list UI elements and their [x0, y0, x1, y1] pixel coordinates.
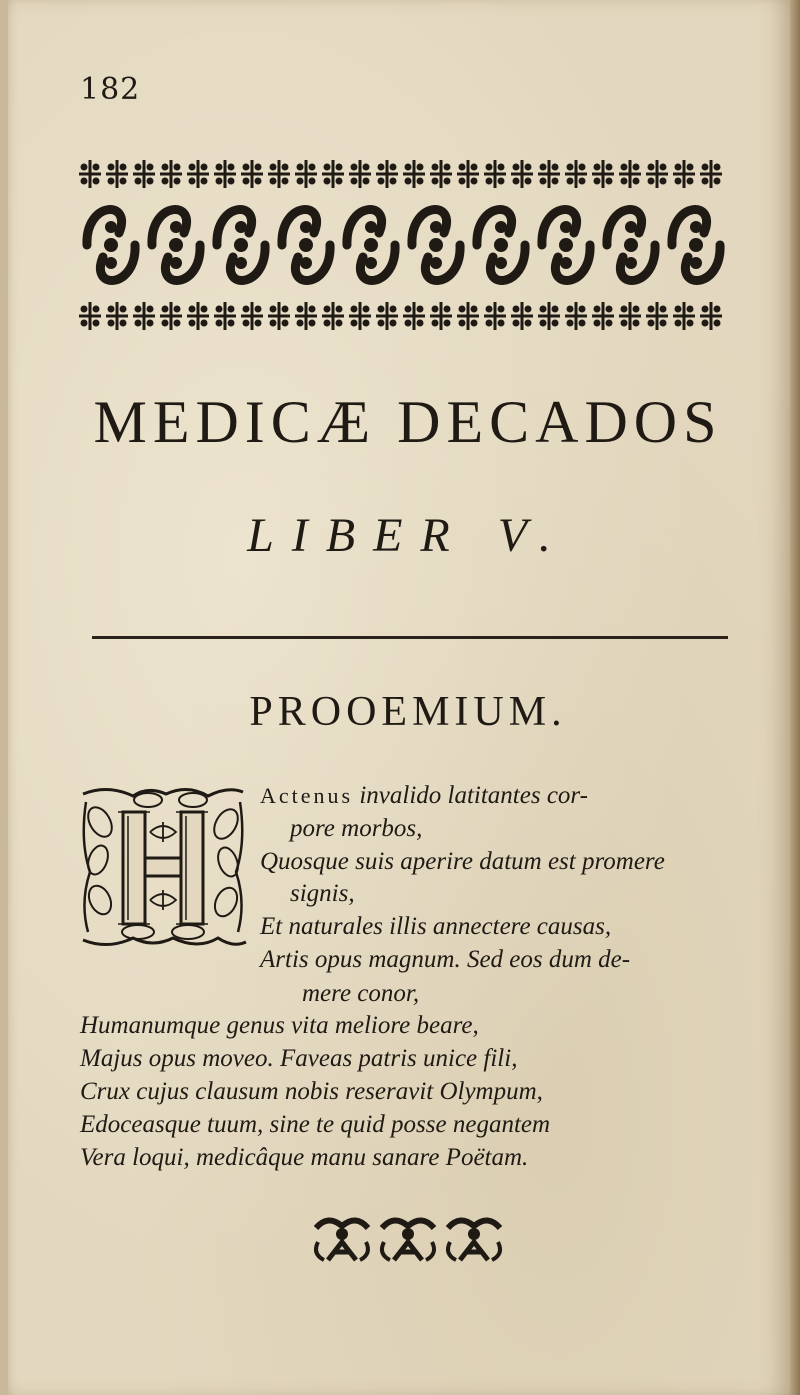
ornament-mark	[135, 320, 142, 327]
ornament-mark	[135, 306, 142, 313]
ornament-mark	[228, 306, 235, 313]
ornament-mark	[625, 257, 637, 269]
ornament-mark	[513, 178, 520, 185]
verse-line-8: Humanumque genus vita meliore beare,	[80, 1012, 479, 1039]
ornament-mark	[444, 320, 451, 327]
ornament-mark	[525, 306, 532, 313]
ornament-mark	[270, 320, 277, 327]
ornament-mark	[108, 164, 115, 171]
ornament-mark	[430, 221, 442, 233]
ornament-mark	[170, 257, 182, 269]
ornament-mark	[201, 306, 208, 313]
verse-line-2: pore morbos,	[290, 815, 423, 842]
ornament-mark	[648, 320, 655, 327]
ornament-mark	[702, 164, 709, 171]
ornament-mark	[430, 257, 442, 269]
ornament-mark	[606, 178, 613, 185]
ornament-mark	[714, 320, 721, 327]
verse-line-10: Crux cujus clausum nobis reseravit Olympum,	[80, 1078, 543, 1105]
ornament-mark	[540, 164, 547, 171]
ornament-mark	[93, 320, 100, 327]
ornament-mark	[567, 164, 574, 171]
ornament-mark	[552, 178, 559, 185]
ornament-mark	[567, 178, 574, 185]
verse-line-11: Edoceasque tuum, sine te quid posse negantem	[80, 1111, 551, 1138]
ornament-mark	[270, 164, 277, 171]
ornament-mark	[216, 178, 223, 185]
ornament-mark	[81, 164, 88, 171]
ornament-mark	[486, 306, 493, 313]
ornament-mark	[282, 178, 289, 185]
ornament-mark	[594, 178, 601, 185]
ornament-mark	[93, 164, 100, 171]
ornament-mark	[324, 320, 331, 327]
page-title: MEDICÆ DECADOS	[93, 389, 723, 455]
ornament-mark	[120, 320, 127, 327]
ornament-mark	[495, 221, 507, 233]
ornament-mark	[324, 164, 331, 171]
ornament-mark	[714, 164, 721, 171]
ornament-mark	[714, 306, 721, 313]
ornament-mark	[297, 178, 304, 185]
ornament-mark	[525, 164, 532, 171]
ornament-mark	[606, 306, 613, 313]
ornament-mark	[309, 164, 316, 171]
ornament-mark	[108, 306, 115, 313]
ornament-mark	[235, 257, 247, 269]
ornament-mark	[201, 320, 208, 327]
ornament-mark	[309, 320, 316, 327]
ornament-mark	[351, 164, 358, 171]
ornament-mark	[300, 221, 312, 233]
ornament-mark	[559, 238, 573, 252]
ornament-mark	[459, 320, 466, 327]
tailpiece-mark	[316, 1220, 368, 1228]
ornament-mark	[486, 178, 493, 185]
ornament-mark	[174, 178, 181, 185]
ornament-mark	[105, 221, 117, 233]
ornament-mark	[687, 164, 694, 171]
ornament-mark	[363, 164, 370, 171]
ornament-mark	[228, 164, 235, 171]
ornament-mark	[579, 164, 586, 171]
ornament-mark	[170, 221, 182, 233]
verse-line-4: signis,	[290, 880, 355, 907]
ornament-mark	[189, 164, 196, 171]
ornament-mark	[405, 178, 412, 185]
page-number: 182	[80, 72, 141, 107]
ornament-mark	[621, 306, 628, 313]
ornament-mark	[432, 178, 439, 185]
ornament-mark	[432, 320, 439, 327]
ornament-mark	[228, 320, 235, 327]
ornament-mark	[624, 238, 638, 252]
ornament-mark	[648, 164, 655, 171]
ornament-mark	[540, 306, 547, 313]
ornament-mark	[390, 306, 397, 313]
verse-line-6: Artis opus magnum. Sed eos dum de-	[260, 946, 631, 973]
ornament-mark	[378, 164, 385, 171]
tailpiece-mark	[460, 1242, 488, 1260]
ornament-mark	[498, 320, 505, 327]
ornament-mark	[567, 320, 574, 327]
book-subtitle: LIBER V.	[247, 509, 569, 562]
ornament-mark	[459, 178, 466, 185]
ornament-mark	[282, 306, 289, 313]
ornament-mark	[494, 238, 508, 252]
ornament-mark	[633, 164, 640, 171]
ornament-mark	[162, 306, 169, 313]
ornament-mark	[687, 320, 694, 327]
ornament-mark	[147, 178, 154, 185]
ornament-mark	[309, 178, 316, 185]
ornament-mark	[513, 320, 520, 327]
ornament-mark	[579, 178, 586, 185]
ornament-mark	[216, 320, 223, 327]
tailpiece-mark	[328, 1242, 356, 1260]
ornament-mark	[648, 178, 655, 185]
ornament-mark	[702, 178, 709, 185]
divider-rule	[92, 636, 728, 639]
ornament-mark	[552, 320, 559, 327]
ornament-mark	[471, 320, 478, 327]
ornament-mark	[147, 306, 154, 313]
ornament-mark	[606, 320, 613, 327]
ornament-mark	[255, 306, 262, 313]
ornament-mark	[364, 238, 378, 252]
verse-line-12: Vera loqui, medicâque manu sanare Poëtam.	[80, 1144, 529, 1171]
ornament-mark	[690, 221, 702, 233]
section-heading: PROOEMIUM.	[249, 689, 567, 735]
verse-line-7: mere conor,	[302, 980, 420, 1007]
ornament-mark	[108, 178, 115, 185]
ornament-mark	[702, 320, 709, 327]
drop-initial-h-icon	[78, 782, 248, 952]
ornament-mark	[405, 306, 412, 313]
ornament-mark	[309, 306, 316, 313]
ornament-mark	[147, 320, 154, 327]
ornament-mark	[621, 320, 628, 327]
ornament-mark	[390, 164, 397, 171]
ornament-mark	[201, 178, 208, 185]
ornament-mark	[621, 164, 628, 171]
ornament-mark	[714, 178, 721, 185]
ornament-mark	[525, 178, 532, 185]
ornament-mark	[560, 257, 572, 269]
ornament-mark	[255, 164, 262, 171]
ornament-mark	[174, 164, 181, 171]
ornament-mark	[444, 306, 451, 313]
ornament-mark	[234, 238, 248, 252]
ornament-mark	[336, 320, 343, 327]
ornament-mark	[363, 320, 370, 327]
ornament-mark	[324, 178, 331, 185]
ornament-mark	[216, 306, 223, 313]
ornament-mark	[270, 306, 277, 313]
ornament-mark	[120, 306, 127, 313]
ornament-mark	[378, 306, 385, 313]
ornament-mark	[324, 306, 331, 313]
ornament-mark	[594, 164, 601, 171]
ornament-mark	[243, 164, 250, 171]
ornament-mark	[660, 164, 667, 171]
ornament-mark	[162, 164, 169, 171]
ornament-mark	[459, 306, 466, 313]
ornament-mark	[660, 178, 667, 185]
ornament-mark	[378, 178, 385, 185]
ornament-mark	[625, 221, 637, 233]
ornament-mark	[405, 164, 412, 171]
ornament-mark	[270, 178, 277, 185]
ornament-mark	[606, 164, 613, 171]
ornament-mark	[471, 178, 478, 185]
ornament-mark	[390, 178, 397, 185]
ornament-mark	[243, 178, 250, 185]
ornament-mark	[162, 320, 169, 327]
ornament-mark	[579, 306, 586, 313]
ornament-mark	[299, 238, 313, 252]
ornament-mark	[351, 320, 358, 327]
ornament-mark	[540, 178, 547, 185]
ornament-mark	[216, 164, 223, 171]
book-page	[8, 0, 792, 1395]
ornament-mark	[579, 320, 586, 327]
ornament-mark	[525, 320, 532, 327]
ornament-mark	[336, 178, 343, 185]
ornament-mark	[417, 306, 424, 313]
ornament-mark	[471, 164, 478, 171]
ornament-mark	[108, 320, 115, 327]
ornament-mark	[498, 178, 505, 185]
ornament-mark	[594, 320, 601, 327]
verse-line-1: Actenus invalido latitantes cor-	[260, 782, 588, 809]
ornament-mark	[300, 257, 312, 269]
ornament-mark	[120, 164, 127, 171]
verse-line-9: Majus opus moveo. Faveas patris unice fili,	[80, 1045, 518, 1072]
ornament-mark	[675, 320, 682, 327]
ornament-mark	[498, 306, 505, 313]
ornament-mark	[378, 320, 385, 327]
ornament-mark	[81, 320, 88, 327]
ornament-mark	[633, 306, 640, 313]
ornament-mark	[429, 238, 443, 252]
ornament-mark	[702, 306, 709, 313]
ornament-mark	[120, 178, 127, 185]
ornament-mark	[282, 320, 289, 327]
ornament-mark	[552, 306, 559, 313]
ornament-mark	[243, 306, 250, 313]
ornament-mark	[633, 178, 640, 185]
ornament-mark	[297, 164, 304, 171]
ornament-mark	[687, 306, 694, 313]
ornament-mark	[105, 257, 117, 269]
ornament-mark	[486, 164, 493, 171]
ornament-mark	[689, 238, 703, 252]
ornament-mark	[81, 306, 88, 313]
floral-tailpiece-icon	[308, 1212, 508, 1268]
ornament-mark	[365, 257, 377, 269]
ornament-mark	[169, 238, 183, 252]
tailpiece-mark	[382, 1220, 434, 1228]
ornament-mark	[363, 178, 370, 185]
ornament-mark	[660, 306, 667, 313]
ornament-mark	[365, 221, 377, 233]
ornament-mark	[81, 178, 88, 185]
ornament-mark	[201, 164, 208, 171]
ornament-mark	[93, 306, 100, 313]
ornament-mark	[297, 306, 304, 313]
ornament-mark	[255, 178, 262, 185]
ornament-mark	[459, 164, 466, 171]
ornament-mark	[351, 306, 358, 313]
ornament-mark	[417, 320, 424, 327]
ornament-mark	[690, 257, 702, 269]
ornament-mark	[282, 164, 289, 171]
ornament-mark	[648, 306, 655, 313]
ornament-mark	[567, 306, 574, 313]
verse-line-5: Et naturales illis annectere causas,	[260, 913, 612, 940]
ornament-mark	[336, 164, 343, 171]
ornament-mark	[162, 178, 169, 185]
ornament-mark	[675, 306, 682, 313]
ornament-mark	[174, 306, 181, 313]
verse-line-3: Quosque suis aperire datum est promere	[260, 848, 665, 875]
ornament-mark	[336, 306, 343, 313]
tailpiece-mark	[448, 1220, 500, 1228]
ornament-mark	[189, 178, 196, 185]
ornament-mark	[432, 306, 439, 313]
ornament-mark	[513, 306, 520, 313]
ornament-mark	[405, 320, 412, 327]
ornament-mark	[471, 306, 478, 313]
ornament-mark	[135, 164, 142, 171]
ornament-mark	[675, 178, 682, 185]
ornament-mark	[297, 320, 304, 327]
ornament-mark	[675, 164, 682, 171]
ornament-mark	[486, 320, 493, 327]
ornament-mark	[351, 178, 358, 185]
ornament-mark	[147, 164, 154, 171]
ornament-mark	[104, 238, 118, 252]
ornament-mark	[235, 221, 247, 233]
ornament-mark	[495, 257, 507, 269]
ornament-mark	[660, 320, 667, 327]
ornament-mark	[687, 178, 694, 185]
ornament-mark	[621, 178, 628, 185]
tailpiece-mark	[394, 1242, 422, 1260]
ornament-mark	[513, 164, 520, 171]
ornament-mark	[93, 178, 100, 185]
ornament-mark	[228, 178, 235, 185]
ornament-mark	[432, 164, 439, 171]
ornament-mark	[417, 178, 424, 185]
ornament-mark	[363, 306, 370, 313]
ornament-mark	[417, 164, 424, 171]
ornament-mark	[560, 221, 572, 233]
ornament-mark	[135, 178, 142, 185]
page-spine-shadow	[790, 0, 800, 1395]
ornament-mark	[189, 320, 196, 327]
ornament-mark	[444, 164, 451, 171]
ornament-mark	[594, 306, 601, 313]
floral-headpiece-icon	[78, 152, 733, 338]
ornament-mark	[189, 306, 196, 313]
ornament-mark	[174, 320, 181, 327]
ornament-mark	[444, 178, 451, 185]
ornament-mark	[498, 164, 505, 171]
ornament-mark	[255, 320, 262, 327]
ornament-mark	[540, 320, 547, 327]
ornament-mark	[552, 164, 559, 171]
ornament-mark	[243, 320, 250, 327]
ornament-mark	[633, 320, 640, 327]
ornament-mark	[390, 320, 397, 327]
